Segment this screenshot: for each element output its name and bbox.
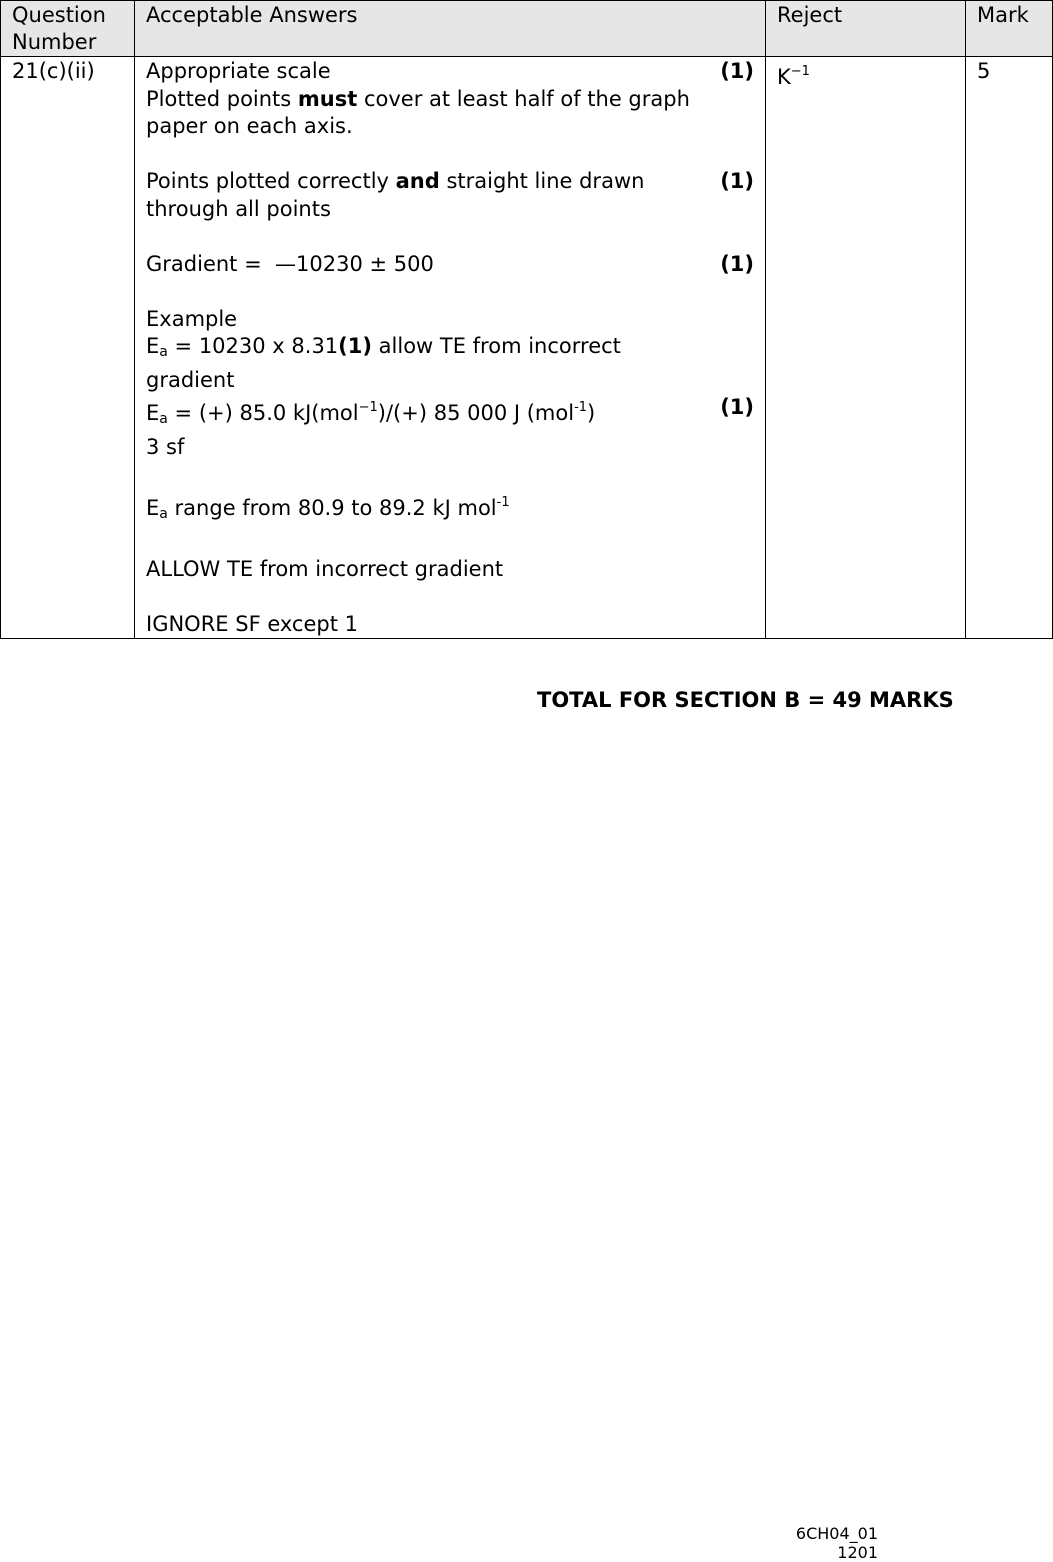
answer-line: Plotted points must cover at least half of the graph — [146, 86, 690, 111]
answer-line: Gradient = —10230 ± 500 (1) — [146, 251, 754, 279]
answer-line: paper on each axis. — [146, 114, 353, 138]
header-row — [1, 1, 1053, 57]
mark-allocation: (1) — [720, 169, 754, 193]
mark-allocation: (1) — [720, 251, 754, 276]
header-acceptable-answers: Acceptable Answers — [135, 1, 766, 57]
answer-line: Example — [146, 306, 238, 331]
page-number: 1201 — [837, 1543, 878, 1562]
mark-allocation: (1) — [720, 59, 754, 83]
mark-cell: 5 — [966, 57, 1053, 639]
header-question-number: Question Number — [1, 1, 135, 57]
answer-line: Appropriate scale (1) — [146, 58, 754, 86]
table-row — [1, 57, 1053, 639]
header-mark: Mark — [966, 1, 1053, 57]
reject-cell: $K^{-1}$ — [766, 57, 966, 639]
page-footer — [770, 1524, 878, 1562]
answer-line: IGNORE SF except 1 — [146, 611, 358, 636]
answer-line: Points plotted correctly and straight line drawn (1) — [146, 168, 754, 196]
paper-code: 6CH04_01 — [795, 1524, 878, 1543]
question-number-cell: 21(c)(ii) — [1, 57, 135, 639]
answer-line: gradient — [146, 367, 235, 392]
answer-line: through all points — [146, 196, 331, 221]
acceptable-answers-cell — [135, 57, 766, 639]
answer-line: ALLOW TE from incorrect gradient — [146, 556, 504, 581]
section-total: TOTAL FOR SECTION B = 49 MARKS — [537, 688, 954, 712]
mark-scheme-table — [0, 0, 1053, 639]
answer-line: $E_a = 10230$ x 8.31(1) allow TE from incorrect — [146, 334, 621, 360]
header-reject: Reject — [766, 1, 966, 57]
answer-line: $E_a$ range from 80.9 to 89.2 kJ mol$^{-1}$ — [146, 494, 510, 522]
mark-allocation: (1) — [720, 395, 754, 419]
answer-line: 3 sf — [146, 434, 185, 459]
answer-line: $E_a$ = (+) 85.0 kJ(mol$^{-1}$)/(+) 85 000 J (mol$^{-1}$) (1) — [146, 394, 754, 434]
